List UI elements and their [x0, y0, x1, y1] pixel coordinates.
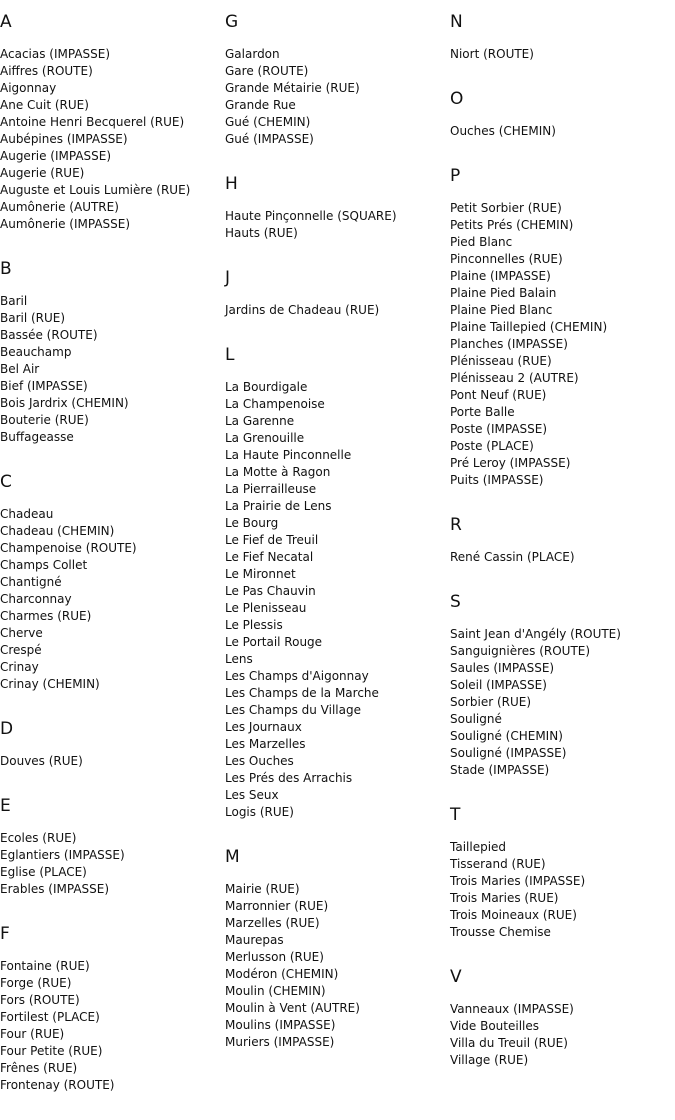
- street-name: Plénisseau (RUE): [450, 354, 552, 368]
- section-letter-heading: B: [0, 259, 12, 279]
- street-name: Villa du Treuil (RUE): [450, 1036, 568, 1050]
- street-name: Grande Rue: [225, 98, 296, 112]
- street-name: Gué (IMPASSE): [225, 132, 314, 146]
- street-name: Saint Jean d'Angély (ROUTE): [450, 627, 621, 641]
- street-name: Mairie (RUE): [225, 882, 300, 896]
- section-letter-heading: C: [0, 472, 12, 492]
- street-name: Aumônerie (IMPASSE): [0, 217, 131, 231]
- street-name: Marzelles (RUE): [225, 916, 320, 930]
- street-name: Tisserand (RUE): [450, 857, 546, 871]
- street-name: Buffageasse: [0, 430, 74, 444]
- street-name: Les Ouches: [225, 754, 294, 768]
- street-name: René Cassin (PLACE): [450, 550, 575, 564]
- street-name: Moulin (CHEMIN): [225, 984, 326, 998]
- letter-section: [225, 268, 445, 319]
- street-name: Poste (PLACE): [450, 439, 534, 453]
- letter-section: [450, 967, 670, 1069]
- street-list: [225, 881, 445, 1051]
- street-name: Cherve: [0, 626, 43, 640]
- street-name: Plaine Taillepied (CHEMIN): [450, 320, 608, 334]
- street-name: Crespé: [0, 643, 42, 657]
- street-list: [0, 753, 220, 770]
- section-letter-heading: F: [0, 924, 10, 944]
- section-letter-heading: N: [450, 12, 463, 32]
- section-letter-heading: A: [0, 12, 12, 32]
- letter-section: [450, 12, 670, 63]
- street-name: Stade (IMPASSE): [450, 763, 550, 777]
- street-name: La Pierrailleuse: [225, 482, 317, 496]
- section-letter-heading: H: [225, 174, 238, 194]
- street-name: Aumônerie (AUTRE): [0, 200, 119, 214]
- street-name: La Garenne: [225, 414, 295, 428]
- letter-section: [225, 847, 445, 1051]
- street-name: Les Marzelles: [225, 737, 306, 751]
- street-name: La Bourdigale: [225, 380, 308, 394]
- street-name: Plaine Pied Blanc: [450, 303, 553, 317]
- street-name: Trois Maries (RUE): [450, 891, 559, 905]
- section-letter-heading: L: [225, 345, 235, 365]
- street-name: Augerie (IMPASSE): [0, 149, 112, 163]
- section-letter-heading: M: [225, 847, 240, 867]
- street-name: Maurepas: [225, 933, 284, 947]
- section-letter-heading: P: [450, 166, 461, 186]
- street-name: Aiffres (ROUTE): [0, 64, 93, 78]
- street-name: Moulins (IMPASSE): [225, 1018, 336, 1032]
- section-letter-heading: E: [0, 796, 11, 816]
- street-name: Merlusson (RUE): [225, 950, 324, 964]
- street-name: Logis (RUE): [225, 805, 294, 819]
- street-name: Charmes (RUE): [0, 609, 92, 623]
- street-name: Sorbier (RUE): [450, 695, 532, 709]
- street-name: Vanneaux (IMPASSE): [450, 1002, 574, 1016]
- street-name: Marronnier (RUE): [225, 899, 329, 913]
- street-name: Le Portail Rouge: [225, 635, 323, 649]
- street-name: Erables (IMPASSE): [0, 882, 110, 896]
- street-name: Moulin à Vent (AUTRE): [225, 1001, 360, 1015]
- letter-section: [225, 12, 445, 148]
- street-list: [225, 379, 445, 821]
- street-name: Fortilest (PLACE): [0, 1010, 100, 1024]
- street-list: [450, 839, 670, 941]
- street-name: Vide Bouteilles: [450, 1019, 539, 1033]
- street-name: Haute Pinçonnelle (SQUARE): [225, 209, 397, 223]
- street-name: Souligné (CHEMIN): [450, 729, 563, 743]
- street-name: Trousse Chemise: [450, 925, 551, 939]
- street-name: Trois Moineaux (RUE): [450, 908, 577, 922]
- street-name: Bassée (ROUTE): [0, 328, 98, 342]
- street-name: Le Fief Necatal: [225, 550, 314, 564]
- street-name: Le Plessis: [225, 618, 283, 632]
- street-name: Les Prés des Arrachis: [225, 771, 353, 785]
- street-name: Antoine Henri Becquerel (RUE): [0, 115, 185, 129]
- street-name: Les Seux: [225, 788, 279, 802]
- street-name: Petits Prés (CHEMIN): [450, 218, 574, 232]
- street-name: Le Bourg: [225, 516, 279, 530]
- street-name: La Champenoise: [225, 397, 325, 411]
- street-name: Souligné (IMPASSE): [450, 746, 567, 760]
- street-list: [0, 830, 220, 898]
- street-list: [0, 293, 220, 446]
- street-name: Crinay: [0, 660, 39, 674]
- letter-section: [0, 796, 220, 898]
- street-name: Les Journaux: [225, 720, 302, 734]
- street-name: Plaine Pied Balain: [450, 286, 557, 300]
- street-name: Modéron (CHEMIN): [225, 967, 339, 981]
- street-name: Augerie (RUE): [0, 166, 85, 180]
- street-name: Trois Maries (IMPASSE): [450, 874, 586, 888]
- street-name: Souligné: [450, 712, 502, 726]
- street-name: Eglantiers (IMPASSE): [0, 848, 125, 862]
- street-name: Champenoise (ROUTE): [0, 541, 137, 555]
- letter-section: [225, 174, 445, 242]
- letter-section: [0, 259, 220, 446]
- street-name: Beauchamp: [0, 345, 72, 359]
- street-name: Aubépines (IMPASSE): [0, 132, 128, 146]
- street-list: [225, 208, 445, 242]
- street-name: Taillepied: [450, 840, 507, 854]
- section-letter-heading: R: [450, 515, 462, 535]
- street-name: Puits (IMPASSE): [450, 473, 544, 487]
- street-name: Le Plenisseau: [225, 601, 307, 615]
- street-name: Niort (ROUTE): [450, 47, 534, 61]
- letter-section: [0, 472, 220, 693]
- street-name: Village (RUE): [450, 1053, 529, 1067]
- street-name: Pré Leroy (IMPASSE): [450, 456, 571, 470]
- street-list: [450, 1001, 670, 1069]
- street-name: Frênes (RUE): [0, 1061, 78, 1075]
- street-list: [0, 506, 220, 693]
- street-name: Les Champs d'Aigonnay: [225, 669, 369, 683]
- street-name: Pied Blanc: [450, 235, 513, 249]
- street-name: Sanguignières (ROUTE): [450, 644, 591, 658]
- street-name: Charconnay: [0, 592, 72, 606]
- street-name: Ane Cuit (RUE): [0, 98, 89, 112]
- street-list: [0, 958, 220, 1094]
- letter-section: [450, 805, 670, 941]
- letter-section: [450, 89, 670, 140]
- street-name: Eglise (PLACE): [0, 865, 87, 879]
- section-letter-heading: G: [225, 12, 239, 32]
- section-letter-heading: D: [0, 719, 14, 739]
- street-name: Ecoles (RUE): [0, 831, 77, 845]
- street-name: Poste (IMPASSE): [450, 422, 548, 436]
- street-name: La Grenouille: [225, 431, 305, 445]
- letter-section: [450, 592, 670, 779]
- section-letter-heading: O: [450, 89, 464, 109]
- street-name: Hauts (RUE): [225, 226, 298, 240]
- street-name: Gué (CHEMIN): [225, 115, 311, 129]
- street-name: Douves (RUE): [0, 754, 83, 768]
- street-name: Pont Neuf (RUE): [450, 388, 547, 402]
- street-name: Chadeau (CHEMIN): [0, 524, 115, 538]
- street-name: Crinay (CHEMIN): [0, 677, 100, 691]
- street-name: Bouterie (RUE): [0, 413, 89, 427]
- street-list: [225, 302, 445, 319]
- section-letter-heading: V: [450, 967, 462, 987]
- street-name: Forge (RUE): [0, 976, 72, 990]
- street-name: Plénisseau 2 (AUTRE): [450, 371, 579, 385]
- street-name: Chantigné: [0, 575, 62, 589]
- street-name: Planches (IMPASSE): [450, 337, 568, 351]
- index-column-3: [450, 12, 670, 1095]
- street-name: La Prairie de Lens: [225, 499, 332, 513]
- street-name: Auguste et Louis Lumière (RUE): [0, 183, 191, 197]
- street-name: Fors (ROUTE): [0, 993, 80, 1007]
- street-name: Le Fief de Treuil: [225, 533, 319, 547]
- street-list: [450, 46, 670, 63]
- street-name: Saules (IMPASSE): [450, 661, 555, 675]
- letter-section: [0, 719, 220, 770]
- street-list: [0, 46, 220, 233]
- street-name: Baril: [0, 294, 28, 308]
- street-name: Les Champs de la Marche: [225, 686, 379, 700]
- street-name: Acacias (IMPASSE): [0, 47, 111, 61]
- street-list: [225, 46, 445, 148]
- street-name: Galardon: [225, 47, 280, 61]
- street-name: Frontenay (ROUTE): [0, 1078, 115, 1092]
- street-name: Porte Balle: [450, 405, 515, 419]
- street-name: Bief (IMPASSE): [0, 379, 88, 393]
- street-name: Le Mironnet: [225, 567, 296, 581]
- street-name: Lens: [225, 652, 253, 666]
- street-name: Bel Air: [0, 362, 40, 376]
- section-letter-heading: S: [450, 592, 461, 612]
- street-name: Bois Jardrix (CHEMIN): [0, 396, 129, 410]
- street-name: Chadeau: [0, 507, 54, 521]
- letter-section: [225, 345, 445, 821]
- street-name: Champs Collet: [0, 558, 88, 572]
- street-name: Pinconnelles (RUE): [450, 252, 563, 266]
- street-list: [450, 549, 670, 566]
- street-name: Petit Sorbier (RUE): [450, 201, 562, 215]
- street-name: Muriers (IMPASSE): [225, 1035, 335, 1049]
- street-name: Plaine (IMPASSE): [450, 269, 551, 283]
- street-name: La Motte à Ragon: [225, 465, 331, 479]
- street-name: Four Petite (RUE): [0, 1044, 103, 1058]
- index-column-2: [225, 12, 445, 1077]
- street-list: [450, 123, 670, 140]
- street-list: [450, 200, 670, 489]
- street-name: Le Pas Chauvin: [225, 584, 316, 598]
- street-name: Baril (RUE): [0, 311, 66, 325]
- section-letter-heading: J: [225, 268, 231, 288]
- section-letter-heading: T: [450, 805, 461, 825]
- street-name: Four (RUE): [0, 1027, 65, 1041]
- letter-section: [450, 166, 670, 489]
- street-name: Gare (ROUTE): [225, 64, 309, 78]
- street-name: Fontaine (RUE): [0, 959, 90, 973]
- letter-section: [0, 924, 220, 1094]
- street-name: Les Champs du Village: [225, 703, 361, 717]
- street-name: Ouches (CHEMIN): [450, 124, 556, 138]
- street-name: Soleil (IMPASSE): [450, 678, 547, 692]
- street-name: Grande Métairie (RUE): [225, 81, 360, 95]
- street-name: Aigonnay: [0, 81, 57, 95]
- letter-section: [450, 515, 670, 566]
- letter-section: [0, 12, 220, 233]
- index-column-1: [0, 12, 220, 1120]
- street-list: [450, 626, 670, 779]
- street-name: La Haute Pinconnelle: [225, 448, 352, 462]
- street-name: Jardins de Chadeau (RUE): [225, 303, 380, 317]
